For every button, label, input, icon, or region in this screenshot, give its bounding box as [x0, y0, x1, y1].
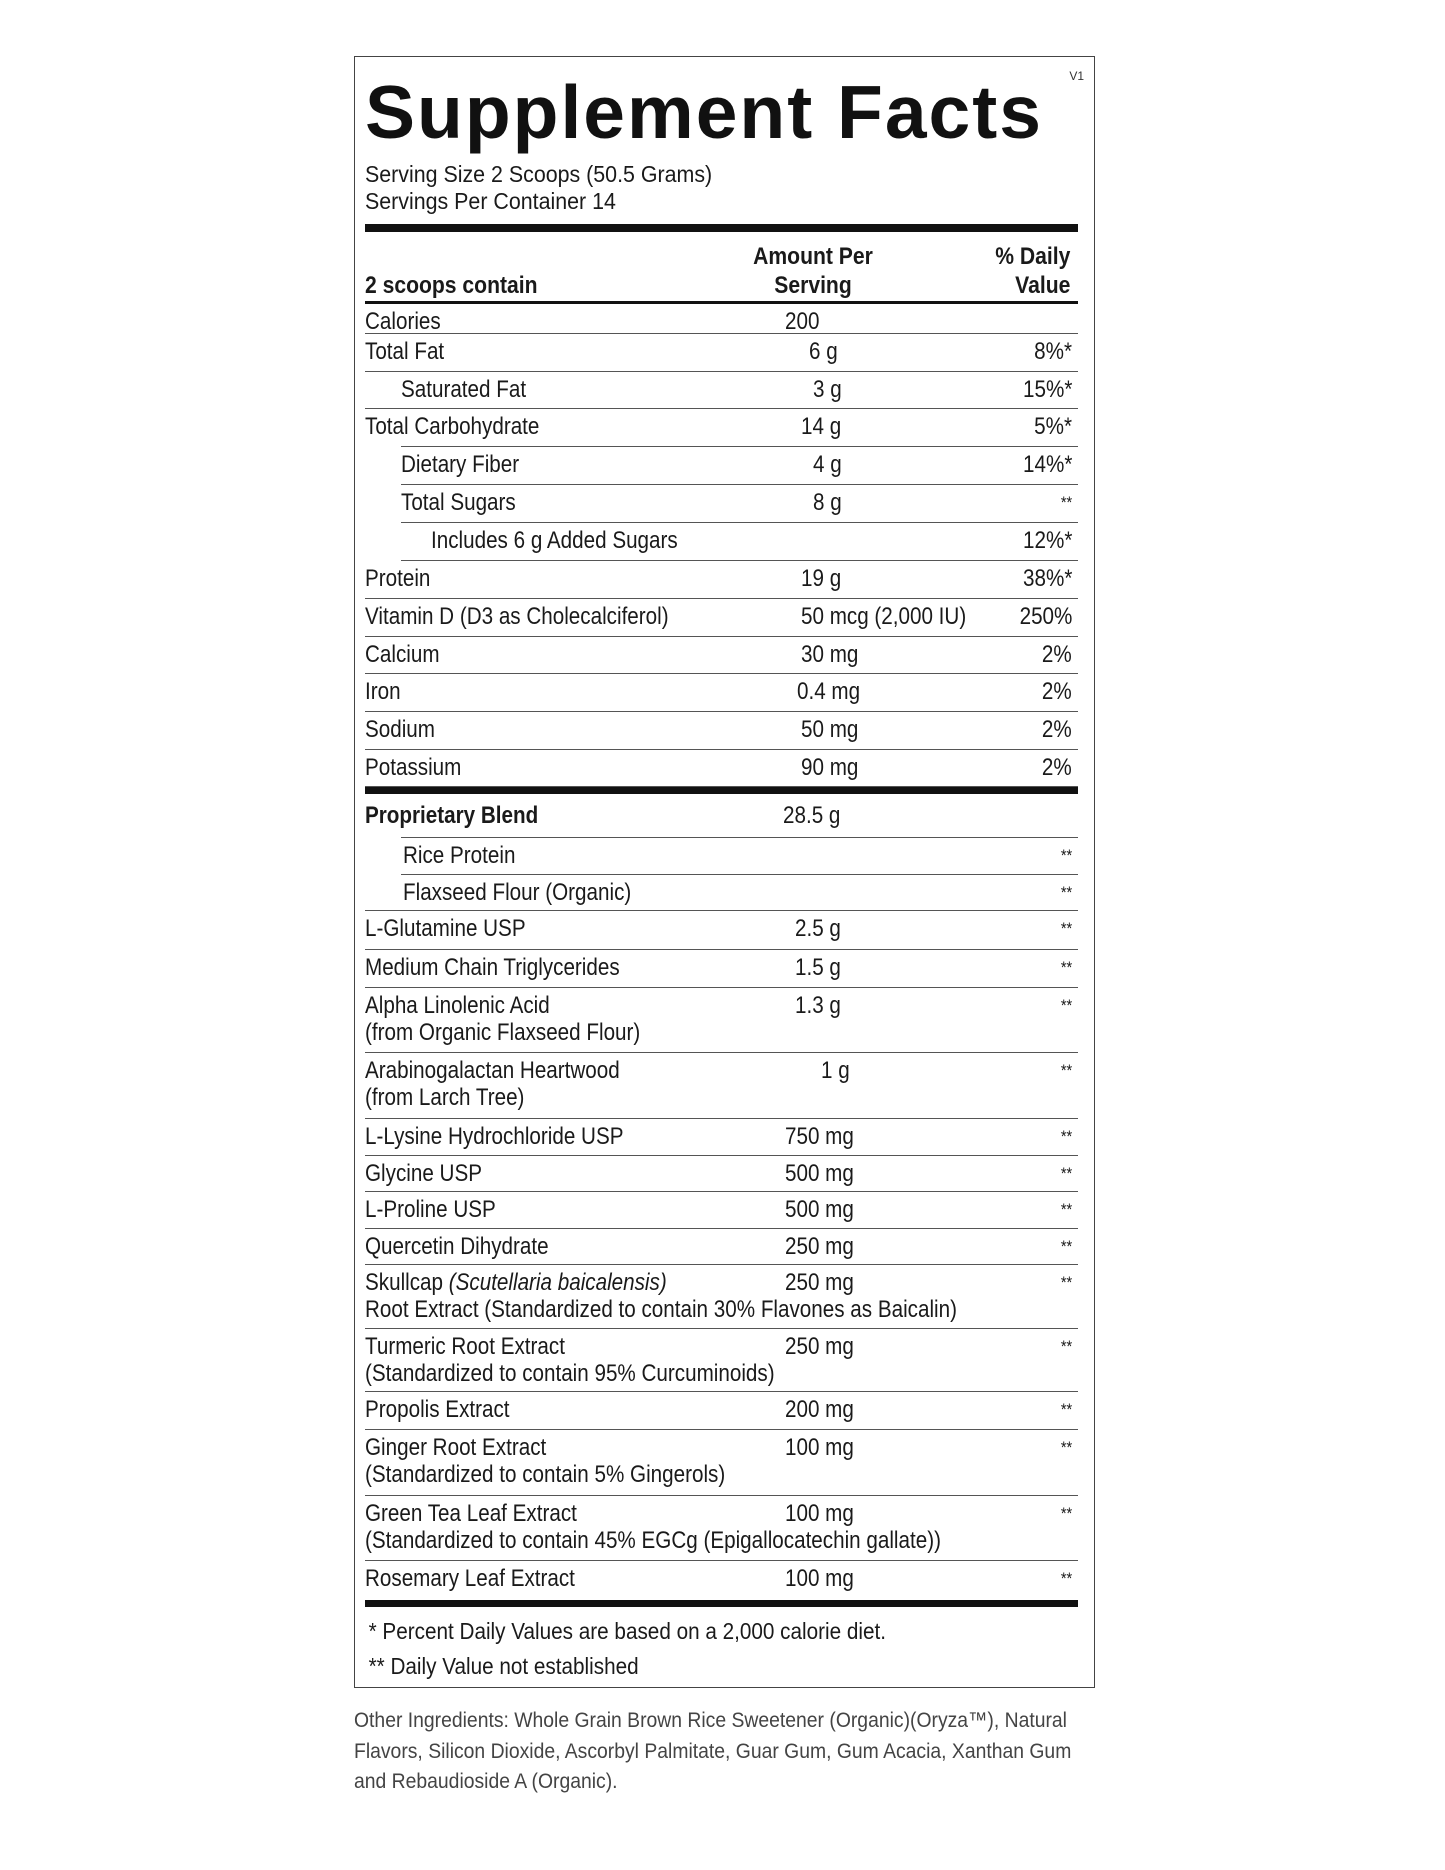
- ingredient-name-detail: (Standardized to contain 45% EGCg (Epigallocatechin gallate)): [365, 1527, 941, 1554]
- ingredient-name: [365, 1233, 549, 1260]
- table-row: [365, 599, 1078, 637]
- table-row: [365, 1119, 1078, 1156]
- ingredient-name: [403, 842, 515, 869]
- amount-per-serving: 4 g: [813, 451, 842, 478]
- daily-value: **: [1060, 1061, 1072, 1080]
- daily-value: **: [1060, 1569, 1072, 1588]
- table-row: [401, 447, 1078, 485]
- ingredient-name-text: Rice Protein: [403, 842, 516, 869]
- ingredient-name-text: Turmeric Root Extract: [365, 1333, 565, 1360]
- amount-per-serving: 0.4 mg: [797, 678, 861, 705]
- table-row: [365, 1392, 1078, 1430]
- amount-per-serving: 250 mg: [785, 1269, 854, 1296]
- amount-per-serving: 1 g: [821, 1057, 850, 1084]
- daily-value: 2%: [1042, 678, 1072, 705]
- ingredient-name: [365, 754, 461, 781]
- ingredient-name: [365, 1434, 725, 1488]
- ingredient-name: [431, 527, 678, 554]
- other-ingredients-line: Other Ingredients: Whole Grain Brown Rice Sweetener (Organic)(Oryza™), Natural: [354, 1708, 1067, 1732]
- ingredient-name: [365, 1565, 575, 1592]
- nutrient-table: [365, 304, 1078, 787]
- supplement-facts-panel: [354, 56, 1095, 1688]
- amount-per-serving: 6 g: [809, 338, 838, 365]
- table-row: [365, 1430, 1078, 1496]
- ingredient-name: [401, 489, 516, 516]
- ingredient-name: [365, 1057, 620, 1111]
- amount-per-serving: 28.5 g: [783, 802, 841, 829]
- ingredient-name-text: L-Proline USP: [365, 1196, 496, 1223]
- daily-value: **: [1060, 1504, 1072, 1523]
- table-row: [365, 988, 1078, 1053]
- daily-value: **: [1060, 493, 1072, 512]
- amount-per-serving: 750 mg: [785, 1123, 854, 1150]
- daily-value: **: [1060, 919, 1072, 938]
- ingredient-name-text: L-Glutamine USP: [365, 915, 526, 942]
- table-row: [365, 637, 1078, 674]
- ingredient-name-text: Medium Chain Triglycerides: [365, 954, 620, 981]
- ingredient-name-text: Total Carbohydrate: [365, 413, 540, 440]
- daily-value: **: [1060, 1127, 1072, 1146]
- ingredient-name: [365, 1333, 775, 1387]
- ingredient-name-text: Iron: [365, 678, 401, 705]
- table-row: [365, 1053, 1078, 1119]
- ingredient-name: [365, 1196, 496, 1223]
- amount-per-serving: 50 mcg (2,000 IU): [801, 603, 967, 630]
- ingredient-name-text: Glycine USP: [365, 1160, 483, 1187]
- amount-per-serving: 19 g: [801, 565, 842, 592]
- table-row: [365, 409, 1078, 447]
- ingredient-name-text: Rosemary Leaf Extract: [365, 1565, 575, 1592]
- table-row: [365, 1229, 1078, 1265]
- ingredient-name-text: Saturated Fat: [401, 376, 527, 403]
- table-row: [401, 838, 1078, 875]
- thick-divider: [365, 787, 1078, 794]
- table-row: [401, 523, 1078, 561]
- ingredient-name-text: Includes 6 g Added Sugars: [431, 527, 678, 554]
- table-row: [365, 750, 1078, 787]
- ingredient-name: [401, 376, 526, 403]
- ingredient-name-detail: (from Organic Flaxseed Flour): [365, 1019, 641, 1046]
- amount-per-serving: 14 g: [801, 413, 842, 440]
- ingredient-name-text: Ginger Root Extract: [365, 1434, 547, 1461]
- ingredient-name: [365, 1500, 941, 1554]
- ingredient-name: [365, 308, 441, 335]
- table-row: [365, 794, 1078, 838]
- table-row: [365, 950, 1078, 988]
- ingredient-name-text: Total Sugars: [401, 489, 516, 516]
- daily-value: **: [1060, 883, 1072, 902]
- daily-value: 14%*: [1022, 451, 1072, 478]
- ingredient-name-text: Propolis Extract: [365, 1396, 510, 1423]
- daily-value: **: [1060, 1200, 1072, 1219]
- amount-per-serving: 500 mg: [785, 1160, 854, 1187]
- other-ingredients-line: and Rebaudioside A (Organic).: [354, 1769, 618, 1793]
- ingredient-name: [365, 413, 539, 440]
- ingredient-name: [365, 954, 620, 981]
- header-amount-line2: Serving: [774, 272, 852, 299]
- ingredient-name-detail: (Standardized to contain 95% Curcuminoids): [365, 1360, 775, 1387]
- amount-per-serving: 3 g: [813, 376, 842, 403]
- amount-per-serving: 500 mg: [785, 1196, 854, 1223]
- panel-inner: [365, 57, 1084, 1684]
- footnote-not-established: ** Daily Value not established: [368, 1653, 639, 1679]
- table-row: [365, 674, 1078, 712]
- ingredient-name-text: Calories: [365, 308, 441, 335]
- header-amount-line1: Amount Per: [753, 243, 873, 270]
- ingredient-name-text: Flaxseed Flour (Organic): [403, 879, 632, 906]
- ingredient-name: [365, 716, 435, 743]
- table-row: [365, 911, 1078, 950]
- ingredient-name-text: Protein: [365, 565, 431, 592]
- ingredient-name-text: L-Lysine Hydrochloride USP: [365, 1123, 624, 1150]
- ingredient-name-detail: (from Larch Tree): [365, 1084, 525, 1111]
- daily-value: 2%: [1042, 754, 1072, 781]
- ingredient-name-text: Skullcap: [365, 1269, 449, 1296]
- ingredient-name-text: Arabinogalactan Heartwood: [365, 1057, 620, 1084]
- ingredient-name: [365, 678, 401, 705]
- blend-table: [365, 794, 1078, 1600]
- daily-value: 12%*: [1022, 527, 1072, 554]
- table-row: [365, 1192, 1078, 1229]
- header-label: 2 scoops contain: [365, 272, 538, 299]
- ingredient-name-text: Proprietary Blend: [365, 802, 539, 829]
- servings-per-container: Servings Per Container 14: [365, 188, 616, 214]
- daily-value: **: [1060, 1164, 1072, 1183]
- daily-value: **: [1060, 1273, 1072, 1292]
- ingredient-name: [365, 338, 444, 365]
- daily-value: 2%: [1042, 641, 1072, 668]
- daily-value: 5%*: [1034, 413, 1072, 440]
- header-daily-value: [995, 242, 1070, 300]
- ingredient-name: [365, 565, 430, 592]
- ingredient-name: [365, 603, 669, 630]
- ingredient-name-text: Quercetin Dihydrate: [365, 1233, 549, 1260]
- ingredient-name: [401, 451, 519, 478]
- column-header: [365, 232, 1078, 301]
- amount-per-serving: 90 mg: [801, 754, 859, 781]
- ingredient-name-text: Dietary Fiber: [401, 451, 520, 478]
- header-amount: [744, 242, 881, 300]
- ingredient-name-text: Calcium: [365, 641, 440, 668]
- amount-per-serving: 1.3 g: [795, 992, 841, 1019]
- ingredient-name: [365, 802, 538, 829]
- ingredient-name-text: Potassium: [365, 754, 462, 781]
- ingredient-name-text: Vitamin D (D3 as Cholecalciferol): [365, 603, 669, 630]
- ingredient-name-text: Alpha Linolenic Acid: [365, 992, 550, 1019]
- panel-title: Supplement Facts: [365, 70, 1043, 154]
- ingredient-name: [403, 879, 631, 906]
- daily-value: **: [1060, 846, 1072, 865]
- daily-value: 8%*: [1034, 338, 1072, 365]
- table-row: [365, 1156, 1078, 1192]
- amount-per-serving: 100 mg: [785, 1500, 854, 1527]
- table-row: [365, 1329, 1078, 1392]
- table-row: [365, 1561, 1078, 1600]
- ingredient-name: [365, 1269, 957, 1323]
- table-row: [365, 875, 1078, 911]
- daily-value: 38%*: [1022, 565, 1072, 592]
- daily-value: **: [1060, 1400, 1072, 1419]
- table-row: [365, 304, 1078, 334]
- ingredient-name-detail: (Standardized to contain 5% Gingerols): [365, 1461, 726, 1488]
- ingredient-name: [365, 641, 440, 668]
- daily-value: **: [1060, 996, 1072, 1015]
- table-row: [365, 334, 1078, 372]
- serving-size: Serving Size 2 Scoops (50.5 Grams): [365, 161, 713, 187]
- table-row: [365, 712, 1078, 750]
- daily-value: 2%: [1042, 716, 1072, 743]
- thick-divider: [365, 224, 1078, 232]
- ingredient-name-text: Sodium: [365, 716, 435, 743]
- daily-value: **: [1060, 958, 1072, 977]
- thick-divider: [365, 1600, 1078, 1607]
- ingredient-name: [365, 915, 526, 942]
- other-ingredients: [354, 1705, 1114, 1797]
- amount-per-serving: 100 mg: [785, 1565, 854, 1592]
- table-row: [401, 485, 1078, 523]
- daily-value: **: [1060, 1237, 1072, 1256]
- ingredient-name: [365, 992, 640, 1046]
- amount-per-serving: 30 mg: [801, 641, 859, 668]
- other-ingredients-line: Flavors, Silicon Dioxide, Ascorbyl Palmitate, Guar Gum, Gum Acacia, Xanthan Gum: [354, 1738, 1072, 1763]
- table-row: [365, 561, 1078, 599]
- ingredient-name-detail: Root Extract (Standardized to contain 30% Flavones as Baicalin): [365, 1296, 957, 1323]
- ingredient-name-text: Total Fat: [365, 338, 445, 365]
- table-row: [365, 372, 1078, 409]
- amount-per-serving: 1.5 g: [795, 954, 841, 981]
- daily-value: **: [1060, 1438, 1072, 1457]
- amount-per-serving: 250 mg: [785, 1233, 854, 1260]
- ingredient-name-text: Green Tea Leaf Extract: [365, 1500, 577, 1527]
- version-code: V1: [1069, 69, 1084, 83]
- ingredient-name: [365, 1123, 623, 1150]
- amount-per-serving: 200 mg: [785, 1396, 854, 1423]
- daily-value: 15%*: [1022, 376, 1072, 403]
- amount-per-serving: 200: [785, 308, 820, 335]
- amount-per-serving: 100 mg: [785, 1434, 854, 1461]
- table-row: [365, 1265, 1078, 1329]
- daily-value: **: [1060, 1337, 1072, 1356]
- amount-per-serving: 50 mg: [801, 716, 859, 743]
- ingredient-latin-name: (Scutellaria baicalensis): [448, 1269, 667, 1296]
- ingredient-name: [365, 1396, 510, 1423]
- table-row: [365, 1496, 1078, 1561]
- amount-per-serving: 2.5 g: [795, 915, 841, 942]
- amount-per-serving: 8 g: [813, 489, 842, 516]
- amount-per-serving: 250 mg: [785, 1333, 854, 1360]
- header-dv-line1: % Daily: [994, 243, 1070, 270]
- ingredient-name: [365, 1160, 482, 1187]
- footnote-percent: * Percent Daily Values are based on a 2,000 calorie diet.: [368, 1618, 887, 1644]
- daily-value: 250%: [1019, 603, 1072, 630]
- header-dv-line2: Value: [1014, 272, 1070, 299]
